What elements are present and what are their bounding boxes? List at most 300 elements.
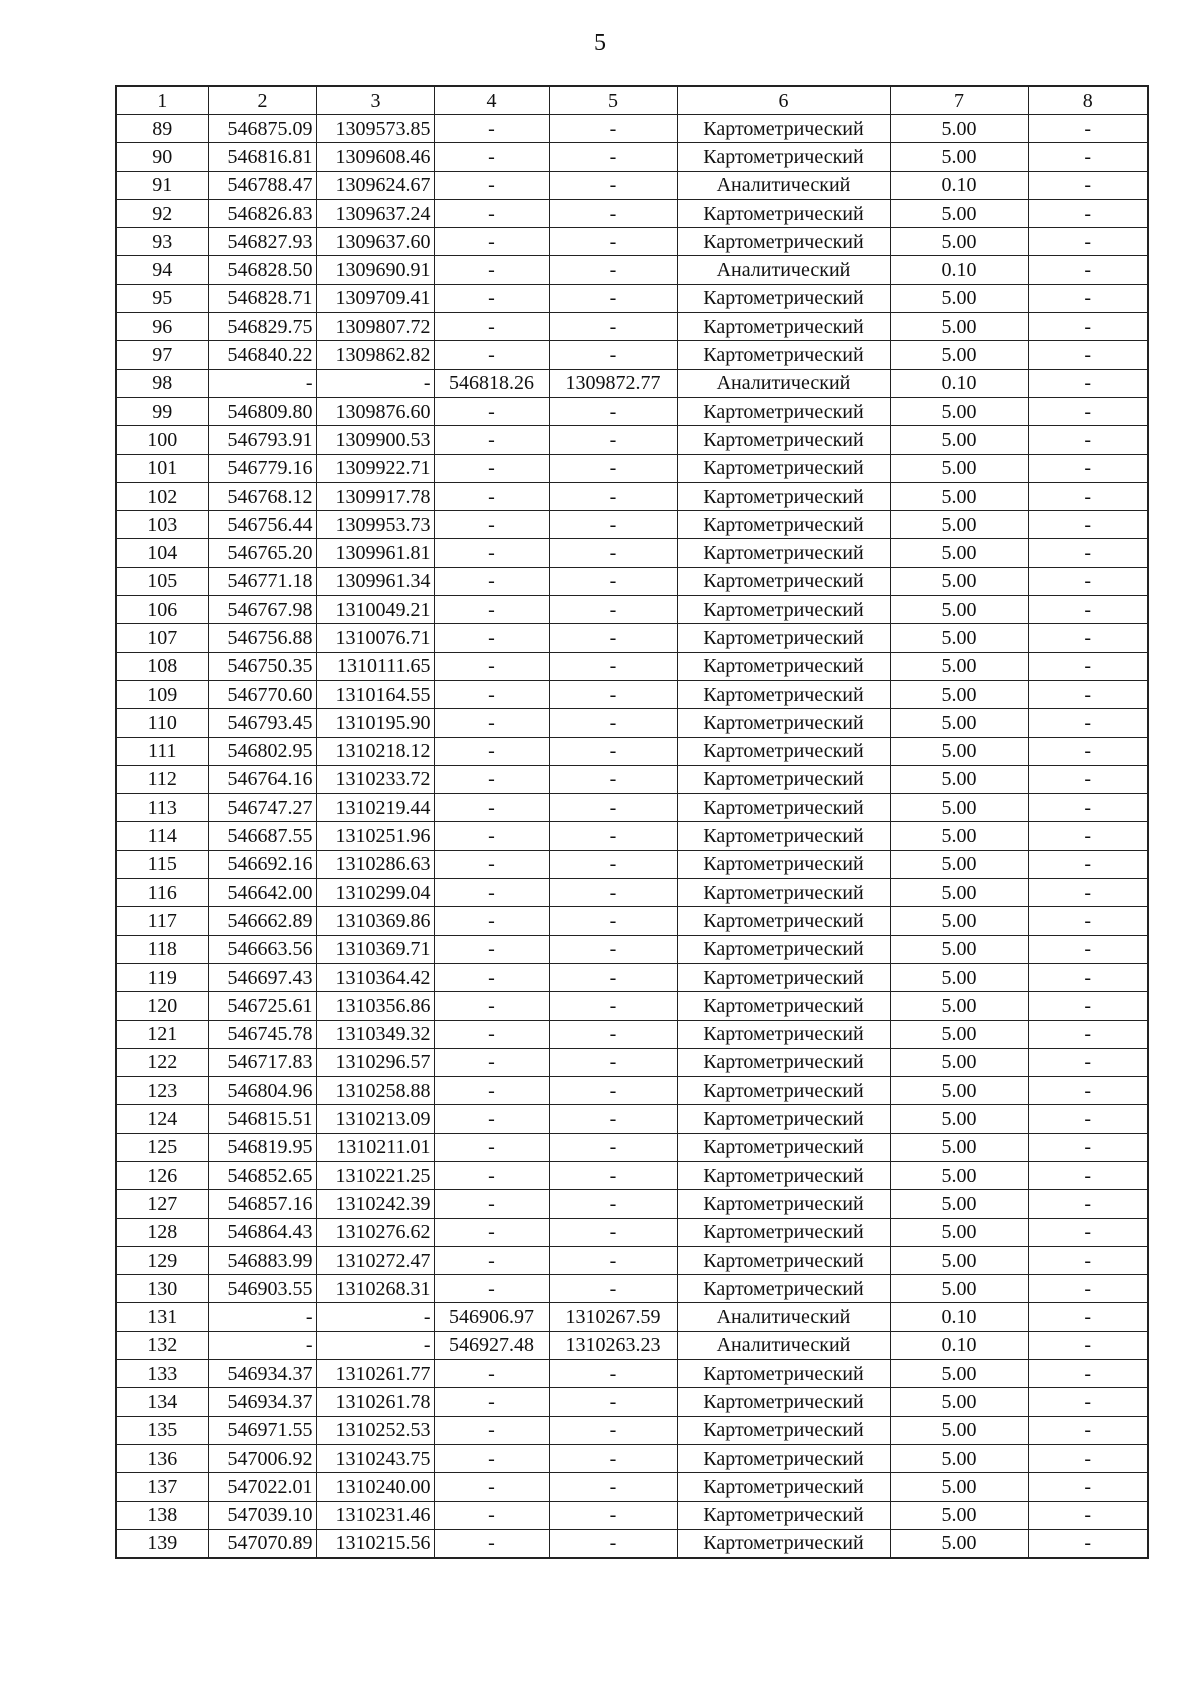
cell-note: - <box>1028 1360 1148 1388</box>
cell-x-coordinate-alt: - <box>434 199 549 227</box>
cell-y-coordinate-alt: - <box>549 171 677 199</box>
cell-point-number: 93 <box>116 228 208 256</box>
cell-method: Картометрический <box>677 341 890 369</box>
cell-method: Картометрический <box>677 482 890 510</box>
cell-x-coordinate-alt: - <box>434 1416 549 1444</box>
cell-point-number: 105 <box>116 567 208 595</box>
cell-x-coordinate-alt: - <box>434 1105 549 1133</box>
cell-point-number: 121 <box>116 1020 208 1048</box>
cell-point-number: 99 <box>116 397 208 425</box>
cell-point-number: 117 <box>116 907 208 935</box>
cell-x-coordinate: 546903.55 <box>208 1275 316 1303</box>
cell-x-coordinate: 547006.92 <box>208 1444 316 1472</box>
cell-note: - <box>1028 313 1148 341</box>
cell-accuracy: 5.00 <box>890 624 1028 652</box>
cell-method: Картометрический <box>677 624 890 652</box>
cell-point-number: 101 <box>116 454 208 482</box>
cell-point-number: 108 <box>116 652 208 680</box>
cell-x-coordinate-alt: - <box>434 1020 549 1048</box>
cell-point-number: 102 <box>116 482 208 510</box>
table-row <box>116 1133 1148 1161</box>
cell-method: Картометрический <box>677 1473 890 1501</box>
cell-accuracy: 0.10 <box>890 369 1028 397</box>
cell-method: Картометрический <box>677 850 890 878</box>
cell-accuracy: 5.00 <box>890 284 1028 312</box>
cell-x-coordinate: 546687.55 <box>208 822 316 850</box>
cell-x-coordinate-alt: - <box>434 171 549 199</box>
cell-y-coordinate: 1310211.01 <box>316 1133 434 1161</box>
cell-point-number: 127 <box>116 1190 208 1218</box>
table-row <box>116 737 1148 765</box>
cell-x-coordinate: 546725.61 <box>208 992 316 1020</box>
cell-accuracy: 5.00 <box>890 511 1028 539</box>
cell-y-coordinate-alt: - <box>549 539 677 567</box>
cell-y-coordinate-alt: - <box>549 482 677 510</box>
cell-accuracy: 5.00 <box>890 907 1028 935</box>
cell-note: - <box>1028 115 1148 143</box>
cell-method: Картометрический <box>677 1133 890 1161</box>
cell-x-coordinate: 546788.47 <box>208 171 316 199</box>
table-row <box>116 624 1148 652</box>
cell-method: Картометрический <box>677 907 890 935</box>
cell-method: Картометрический <box>677 1077 890 1105</box>
cell-x-coordinate: 546692.16 <box>208 850 316 878</box>
cell-note: - <box>1028 1161 1148 1189</box>
cell-y-coordinate: 1309961.81 <box>316 539 434 567</box>
cell-accuracy: 5.00 <box>890 737 1028 765</box>
cell-x-coordinate-alt: - <box>434 1190 549 1218</box>
cell-note: - <box>1028 171 1148 199</box>
cell-point-number: 134 <box>116 1388 208 1416</box>
cell-method: Аналитический <box>677 171 890 199</box>
cell-x-coordinate-alt: - <box>434 426 549 454</box>
cell-note: - <box>1028 426 1148 454</box>
cell-accuracy: 5.00 <box>890 143 1028 171</box>
cell-point-number: 124 <box>116 1105 208 1133</box>
cell-y-coordinate: 1310076.71 <box>316 624 434 652</box>
cell-note: - <box>1028 737 1148 765</box>
cell-accuracy: 5.00 <box>890 539 1028 567</box>
cell-x-coordinate: 546934.37 <box>208 1388 316 1416</box>
cell-accuracy: 0.10 <box>890 256 1028 284</box>
cell-y-coordinate-alt: - <box>549 794 677 822</box>
cell-y-coordinate-alt: - <box>549 1077 677 1105</box>
cell-x-coordinate: 546767.98 <box>208 596 316 624</box>
table-row <box>116 1444 1148 1472</box>
cell-note: - <box>1028 567 1148 595</box>
cell-x-coordinate-alt: - <box>434 709 549 737</box>
cell-y-coordinate: 1310221.25 <box>316 1161 434 1189</box>
cell-x-coordinate: 546779.16 <box>208 454 316 482</box>
cell-x-coordinate-alt: - <box>434 1388 549 1416</box>
cell-note: - <box>1028 1529 1148 1558</box>
cell-x-coordinate: 546827.93 <box>208 228 316 256</box>
cell-point-number: 113 <box>116 794 208 822</box>
cell-y-coordinate-alt: - <box>549 1218 677 1246</box>
cell-accuracy: 5.00 <box>890 1218 1028 1246</box>
cell-method: Картометрический <box>677 935 890 963</box>
cell-note: - <box>1028 1077 1148 1105</box>
table-row <box>116 879 1148 907</box>
cell-method: Картометрический <box>677 511 890 539</box>
cell-y-coordinate-alt: 1310263.23 <box>549 1331 677 1359</box>
cell-x-coordinate-alt: - <box>434 284 549 312</box>
cell-method: Картометрический <box>677 115 890 143</box>
cell-point-number: 116 <box>116 879 208 907</box>
cell-point-number: 118 <box>116 935 208 963</box>
cell-y-coordinate: 1309900.53 <box>316 426 434 454</box>
cell-point-number: 131 <box>116 1303 208 1331</box>
table-row <box>116 256 1148 284</box>
cell-accuracy: 5.00 <box>890 313 1028 341</box>
cell-x-coordinate-alt: - <box>434 1246 549 1274</box>
cell-method: Картометрический <box>677 709 890 737</box>
cell-accuracy: 5.00 <box>890 652 1028 680</box>
table-row <box>116 992 1148 1020</box>
table-row <box>116 1388 1148 1416</box>
cell-x-coordinate: 546771.18 <box>208 567 316 595</box>
cell-method: Аналитический <box>677 256 890 284</box>
cell-x-coordinate: 546642.00 <box>208 879 316 907</box>
cell-y-coordinate: 1310049.21 <box>316 596 434 624</box>
cell-point-number: 106 <box>116 596 208 624</box>
cell-method: Картометрический <box>677 313 890 341</box>
cell-y-coordinate-alt: - <box>549 1444 677 1472</box>
cell-point-number: 115 <box>116 850 208 878</box>
cell-y-coordinate-alt: - <box>549 992 677 1020</box>
cell-x-coordinate: 546802.95 <box>208 737 316 765</box>
table-body <box>116 115 1148 1559</box>
cell-method: Картометрический <box>677 1190 890 1218</box>
cell-point-number: 109 <box>116 680 208 708</box>
table-row <box>116 115 1148 143</box>
cell-point-number: 112 <box>116 765 208 793</box>
cell-x-coordinate-alt: - <box>434 1133 549 1161</box>
cell-x-coordinate-alt: - <box>434 313 549 341</box>
cell-y-coordinate: 1310261.78 <box>316 1388 434 1416</box>
cell-y-coordinate-alt: 1309872.77 <box>549 369 677 397</box>
cell-point-number: 89 <box>116 115 208 143</box>
cell-accuracy: 5.00 <box>890 1444 1028 1472</box>
cell-y-coordinate: - <box>316 1303 434 1331</box>
cell-x-coordinate-alt: - <box>434 907 549 935</box>
cell-x-coordinate-alt: - <box>434 879 549 907</box>
table-row <box>116 1105 1148 1133</box>
cell-point-number: 139 <box>116 1529 208 1558</box>
cell-accuracy: 5.00 <box>890 1529 1028 1558</box>
cell-note: - <box>1028 256 1148 284</box>
cell-method: Картометрический <box>677 1444 890 1472</box>
cell-y-coordinate-alt: - <box>549 397 677 425</box>
cell-method: Картометрический <box>677 680 890 708</box>
cell-method: Картометрический <box>677 1388 890 1416</box>
cell-x-coordinate-alt: - <box>434 1501 549 1529</box>
cell-x-coordinate-alt: - <box>434 115 549 143</box>
cell-x-coordinate: 546764.16 <box>208 765 316 793</box>
cell-method: Аналитический <box>677 1331 890 1359</box>
cell-note: - <box>1028 709 1148 737</box>
cell-accuracy: 0.10 <box>890 1303 1028 1331</box>
cell-y-coordinate: 1310218.12 <box>316 737 434 765</box>
column-header: 8 <box>1028 86 1148 115</box>
cell-point-number: 96 <box>116 313 208 341</box>
table-row <box>116 1416 1148 1444</box>
cell-method: Картометрический <box>677 454 890 482</box>
cell-y-coordinate-alt: - <box>549 935 677 963</box>
cell-accuracy: 5.00 <box>890 1360 1028 1388</box>
cell-accuracy: 5.00 <box>890 115 1028 143</box>
cell-note: - <box>1028 1105 1148 1133</box>
cell-x-coordinate: 547039.10 <box>208 1501 316 1529</box>
cell-x-coordinate: 546852.65 <box>208 1161 316 1189</box>
cell-method: Картометрический <box>677 822 890 850</box>
cell-note: - <box>1028 1331 1148 1359</box>
cell-y-coordinate: 1310215.56 <box>316 1529 434 1558</box>
cell-x-coordinate-alt: - <box>434 397 549 425</box>
cell-y-coordinate: 1310369.86 <box>316 907 434 935</box>
cell-note: - <box>1028 850 1148 878</box>
cell-x-coordinate: 546883.99 <box>208 1246 316 1274</box>
cell-x-coordinate-alt: - <box>434 1077 549 1105</box>
cell-x-coordinate-alt: - <box>434 624 549 652</box>
cell-y-coordinate-alt: - <box>549 511 677 539</box>
cell-y-coordinate: 1310233.72 <box>316 765 434 793</box>
cell-x-coordinate: 546717.83 <box>208 1048 316 1076</box>
cell-point-number: 133 <box>116 1360 208 1388</box>
cell-x-coordinate: 546815.51 <box>208 1105 316 1133</box>
table-row <box>116 822 1148 850</box>
cell-method: Картометрический <box>677 426 890 454</box>
table-header-row <box>116 86 1148 115</box>
cell-y-coordinate: 1310268.31 <box>316 1275 434 1303</box>
cell-note: - <box>1028 482 1148 510</box>
table-row <box>116 1161 1148 1189</box>
table-row <box>116 1246 1148 1274</box>
cell-y-coordinate-alt: 1310267.59 <box>549 1303 677 1331</box>
cell-y-coordinate-alt: - <box>549 1275 677 1303</box>
cell-y-coordinate-alt: - <box>549 822 677 850</box>
cell-y-coordinate-alt: - <box>549 1133 677 1161</box>
cell-note: - <box>1028 511 1148 539</box>
cell-x-coordinate-alt: - <box>434 256 549 284</box>
cell-accuracy: 5.00 <box>890 1416 1028 1444</box>
cell-x-coordinate-alt: - <box>434 737 549 765</box>
cell-x-coordinate-alt: - <box>434 850 549 878</box>
cell-x-coordinate-alt: - <box>434 596 549 624</box>
table-row <box>116 1020 1148 1048</box>
table-row <box>116 228 1148 256</box>
table-row <box>116 511 1148 539</box>
cell-x-coordinate-alt: - <box>434 1529 549 1558</box>
cell-y-coordinate: 1310258.88 <box>316 1077 434 1105</box>
table-row <box>116 1218 1148 1246</box>
cell-point-number: 122 <box>116 1048 208 1076</box>
cell-method: Картометрический <box>677 1048 890 1076</box>
cell-y-coordinate-alt: - <box>549 1246 677 1274</box>
cell-method: Картометрический <box>677 284 890 312</box>
cell-accuracy: 5.00 <box>890 482 1028 510</box>
cell-method: Картометрический <box>677 1275 890 1303</box>
cell-y-coordinate-alt: - <box>549 567 677 595</box>
cell-y-coordinate-alt: - <box>549 907 677 935</box>
column-header: 7 <box>890 86 1028 115</box>
cell-x-coordinate: 546816.81 <box>208 143 316 171</box>
cell-x-coordinate: 546747.27 <box>208 794 316 822</box>
cell-note: - <box>1028 1020 1148 1048</box>
cell-y-coordinate: 1310242.39 <box>316 1190 434 1218</box>
cell-x-coordinate-alt: - <box>434 539 549 567</box>
cell-accuracy: 5.00 <box>890 454 1028 482</box>
cell-point-number: 114 <box>116 822 208 850</box>
cell-x-coordinate: 546875.09 <box>208 115 316 143</box>
cell-x-coordinate-alt: - <box>434 963 549 991</box>
cell-y-coordinate-alt: - <box>549 737 677 765</box>
cell-point-number: 137 <box>116 1473 208 1501</box>
table-row <box>116 143 1148 171</box>
cell-y-coordinate: 1309608.46 <box>316 143 434 171</box>
cell-y-coordinate: 1309637.24 <box>316 199 434 227</box>
cell-y-coordinate-alt: - <box>549 228 677 256</box>
cell-accuracy: 5.00 <box>890 1246 1028 1274</box>
cell-y-coordinate: 1309917.78 <box>316 482 434 510</box>
table-row <box>116 341 1148 369</box>
table-row <box>116 850 1148 878</box>
cell-x-coordinate: 546809.80 <box>208 397 316 425</box>
table-row <box>116 1360 1148 1388</box>
cell-method: Картометрический <box>677 992 890 1020</box>
cell-y-coordinate: 1309876.60 <box>316 397 434 425</box>
cell-x-coordinate-alt: 546818.26 <box>434 369 549 397</box>
cell-y-coordinate-alt: - <box>549 879 677 907</box>
cell-accuracy: 5.00 <box>890 567 1028 595</box>
cell-note: - <box>1028 1218 1148 1246</box>
cell-x-coordinate: 546857.16 <box>208 1190 316 1218</box>
table-row <box>116 1048 1148 1076</box>
cell-method: Картометрический <box>677 1529 890 1558</box>
table-row <box>116 1275 1148 1303</box>
table-row <box>116 935 1148 963</box>
cell-y-coordinate-alt: - <box>549 1048 677 1076</box>
cell-y-coordinate: 1310296.57 <box>316 1048 434 1076</box>
cell-note: - <box>1028 1473 1148 1501</box>
cell-y-coordinate: 1309690.91 <box>316 256 434 284</box>
cell-note: - <box>1028 1048 1148 1076</box>
cell-y-coordinate: 1309637.60 <box>316 228 434 256</box>
cell-y-coordinate-alt: - <box>549 256 677 284</box>
cell-y-coordinate-alt: - <box>549 624 677 652</box>
table-row <box>116 1529 1148 1558</box>
cell-note: - <box>1028 1275 1148 1303</box>
cell-y-coordinate: 1310299.04 <box>316 879 434 907</box>
cell-y-coordinate-alt: - <box>549 115 677 143</box>
cell-note: - <box>1028 822 1148 850</box>
table-row <box>116 482 1148 510</box>
cell-x-coordinate: 547070.89 <box>208 1529 316 1558</box>
cell-point-number: 130 <box>116 1275 208 1303</box>
column-header: 1 <box>116 86 208 115</box>
table-row <box>116 397 1148 425</box>
table-row <box>116 680 1148 708</box>
cell-y-coordinate-alt: - <box>549 709 677 737</box>
cell-y-coordinate-alt: - <box>549 1501 677 1529</box>
cell-x-coordinate: 546819.95 <box>208 1133 316 1161</box>
cell-accuracy: 5.00 <box>890 1388 1028 1416</box>
cell-method: Картометрический <box>677 1020 890 1048</box>
cell-point-number: 119 <box>116 963 208 991</box>
cell-x-coordinate: 546934.37 <box>208 1360 316 1388</box>
table-row <box>116 1473 1148 1501</box>
cell-y-coordinate: 1310356.86 <box>316 992 434 1020</box>
cell-x-coordinate: 546828.71 <box>208 284 316 312</box>
cell-point-number: 123 <box>116 1077 208 1105</box>
cell-method: Картометрический <box>677 879 890 907</box>
cell-point-number: 110 <box>116 709 208 737</box>
cell-accuracy: 5.00 <box>890 1473 1028 1501</box>
cell-y-coordinate: 1310195.90 <box>316 709 434 737</box>
cell-y-coordinate-alt: - <box>549 850 677 878</box>
cell-note: - <box>1028 992 1148 1020</box>
cell-x-coordinate-alt: - <box>434 765 549 793</box>
cell-method: Картометрический <box>677 228 890 256</box>
cell-accuracy: 0.10 <box>890 171 1028 199</box>
cell-accuracy: 5.00 <box>890 822 1028 850</box>
cell-accuracy: 5.00 <box>890 228 1028 256</box>
cell-x-coordinate-alt: - <box>434 822 549 850</box>
cell-y-coordinate-alt: - <box>549 1529 677 1558</box>
cell-x-coordinate: 546663.56 <box>208 935 316 963</box>
cell-x-coordinate-alt: - <box>434 143 549 171</box>
cell-note: - <box>1028 680 1148 708</box>
cell-y-coordinate-alt: - <box>549 341 677 369</box>
cell-method: Картометрический <box>677 397 890 425</box>
cell-method: Картометрический <box>677 567 890 595</box>
cell-x-coordinate-alt: 546906.97 <box>434 1303 549 1331</box>
cell-x-coordinate: 546662.89 <box>208 907 316 935</box>
cell-y-coordinate-alt: - <box>549 1473 677 1501</box>
cell-point-number: 125 <box>116 1133 208 1161</box>
cell-point-number: 91 <box>116 171 208 199</box>
cell-method: Картометрический <box>677 1416 890 1444</box>
table-row <box>116 199 1148 227</box>
cell-x-coordinate: 547022.01 <box>208 1473 316 1501</box>
cell-method: Картометрический <box>677 1161 890 1189</box>
cell-y-coordinate-alt: - <box>549 765 677 793</box>
cell-point-number: 132 <box>116 1331 208 1359</box>
cell-accuracy: 5.00 <box>890 1275 1028 1303</box>
column-header: 4 <box>434 86 549 115</box>
cell-note: - <box>1028 228 1148 256</box>
cell-note: - <box>1028 284 1148 312</box>
cell-accuracy: 5.00 <box>890 596 1028 624</box>
cell-accuracy: 5.00 <box>890 1020 1028 1048</box>
cell-point-number: 120 <box>116 992 208 1020</box>
table-row <box>116 765 1148 793</box>
table-row <box>116 171 1148 199</box>
cell-y-coordinate: 1309573.85 <box>316 115 434 143</box>
cell-method: Аналитический <box>677 369 890 397</box>
cell-x-coordinate-alt: - <box>434 680 549 708</box>
table-row <box>116 1501 1148 1529</box>
table-row <box>116 596 1148 624</box>
cell-y-coordinate: 1310272.47 <box>316 1246 434 1274</box>
cell-y-coordinate: 1310261.77 <box>316 1360 434 1388</box>
cell-x-coordinate-alt: - <box>434 652 549 680</box>
cell-note: - <box>1028 596 1148 624</box>
cell-x-coordinate: 546840.22 <box>208 341 316 369</box>
table-row <box>116 1077 1148 1105</box>
cell-point-number: 135 <box>116 1416 208 1444</box>
cell-accuracy: 5.00 <box>890 765 1028 793</box>
